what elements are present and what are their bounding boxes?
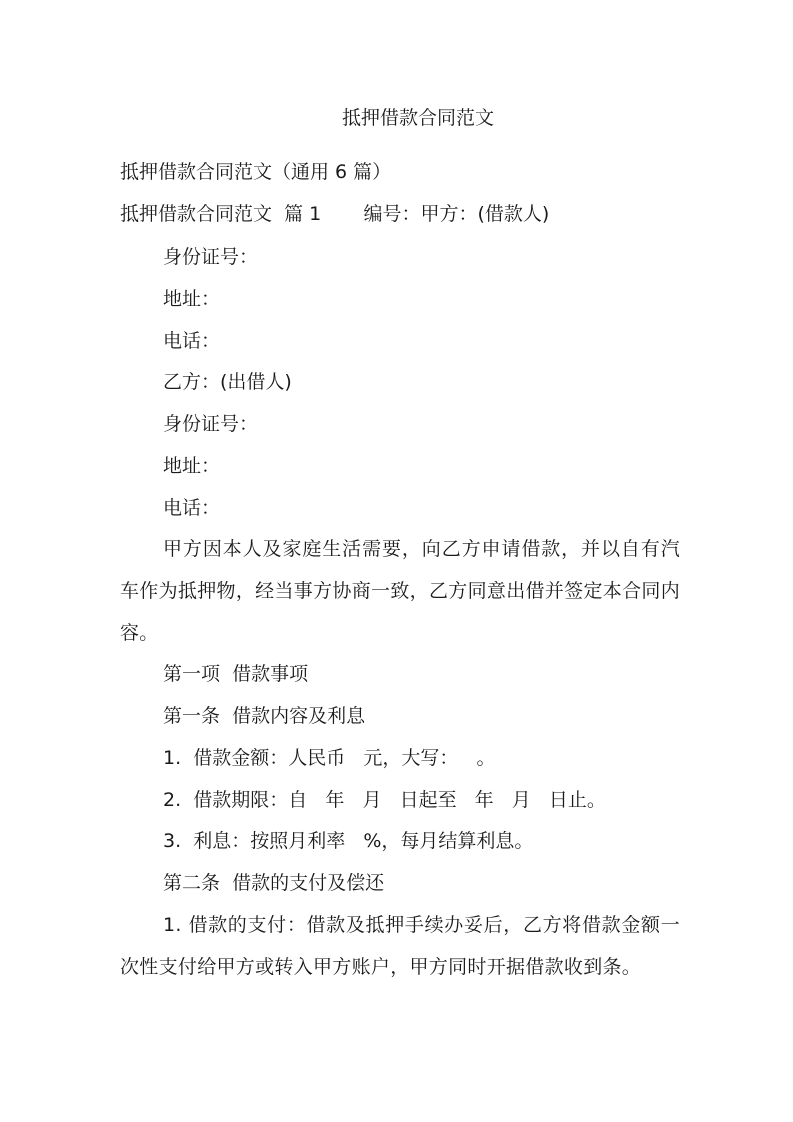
- intro-paragraph: 甲方因本人及家庭生活需要，向乙方申请借款，并以自有汽车作为抵押物，经当事方协商一致，乙方同意出借并签定本合同内容。: [120, 538, 680, 644]
- party-a-phone-label: 电话：: [163, 330, 221, 352]
- loan-term-item: 2. 借款期限：自 年 月 日起至 年 月 日止。: [163, 789, 606, 811]
- document-title: 抵押借款合同范文: [341, 107, 494, 129]
- article-1-heading: 第一条 借款内容及利息: [163, 705, 366, 727]
- party-b-address-label: 地址：: [163, 455, 221, 477]
- article-2-heading: 第二条 借款的支付及偿还: [163, 872, 385, 894]
- party-b-label: 乙方：(出借人): [163, 371, 292, 393]
- loan-amount-item: 1. 借款金额：人民币 元，大写： 。: [163, 747, 496, 769]
- section-1-heading: 第一项 借款事项: [163, 663, 309, 685]
- party-a-address-label: 地址：: [163, 288, 221, 310]
- party-b-phone-label: 电话：: [163, 497, 221, 519]
- payment-paragraph: 1. 借款的支付：借款及抵押手续办妥后，乙方将借款金额一次性支付给甲方或转入甲方账户，甲方同时开据借款收到条。: [120, 914, 680, 978]
- party-a-id-label: 身份证号：: [163, 246, 259, 268]
- party-b-id-label: 身份证号：: [163, 413, 259, 435]
- document-subtitle: 抵押借款合同范文（通用 6 篇）: [120, 161, 392, 183]
- contract-heading-line: 抵押借款合同范文 篇 1 编号：甲方：(借款人): [120, 203, 550, 225]
- interest-item: 3. 利息：按照月利率 %，每月结算利息。: [163, 830, 534, 852]
